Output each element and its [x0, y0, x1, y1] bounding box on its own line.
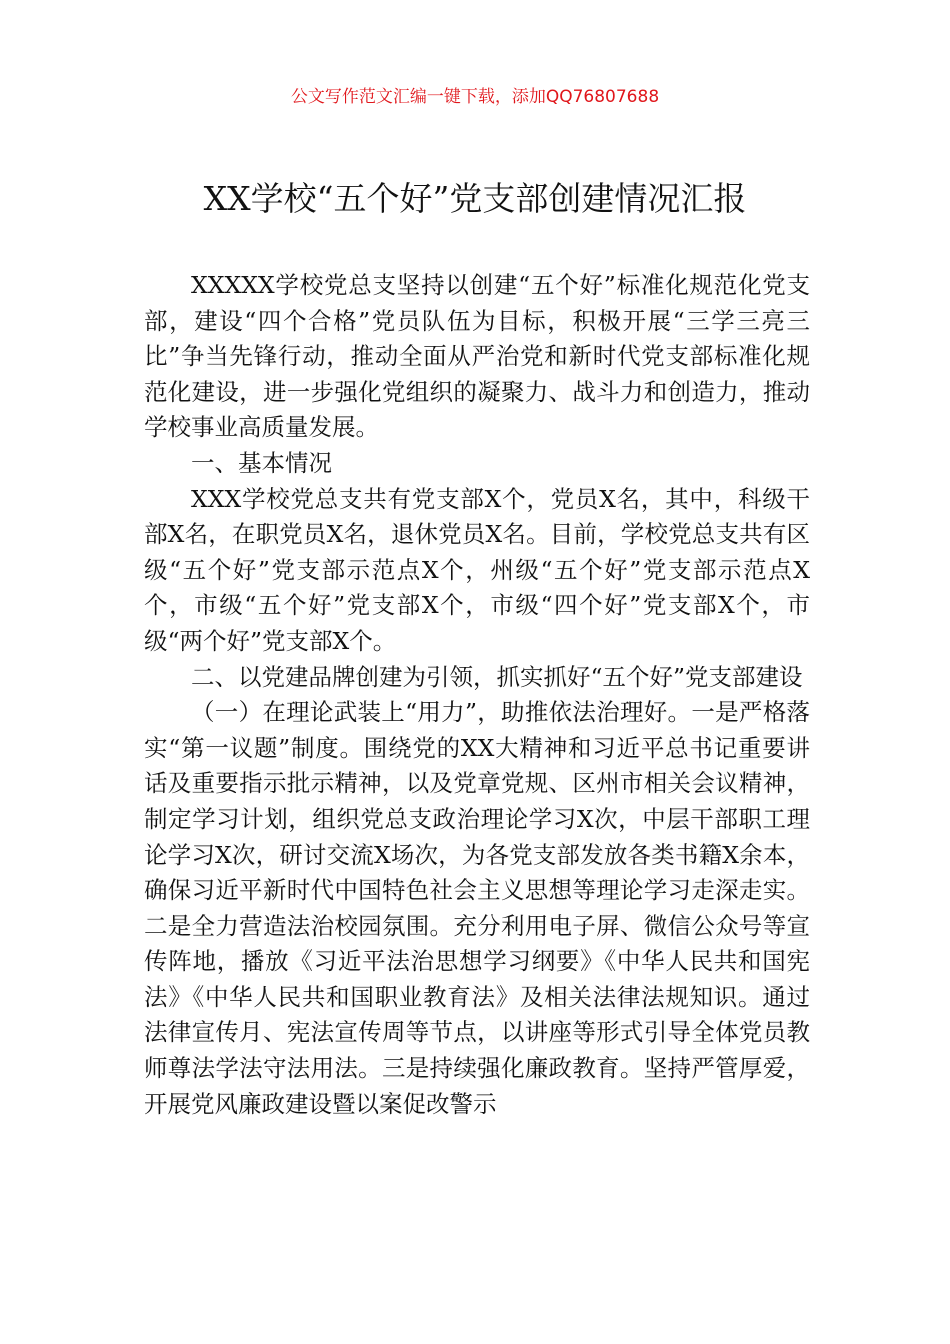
basic-situation-paragraph: XXX学校党总支共有党支部X个，党员X名，其中，科级干部X名，在职党员X名，退休党员X名。目前，学校党总支共有区级“五个好”党支部示范点X个，州级“五个好”党支部示范点X个，市级“五个好”党支部X个，市级“四个好”党支部X个，市级“两个好”党支部X个。 [144, 484, 810, 655]
download-banner: 公文写作范文汇编一键下载，添加QQ76807688 [290, 87, 660, 107]
document-body [144, 268, 810, 1122]
document-title: XX学校“五个好”党支部创建情况汇报 [203, 179, 747, 218]
section-heading-basic-situation: 一、基本情况 [191, 448, 332, 477]
section-heading-brand-building: 二、以党建品牌创建为引领，抓实抓好“五个好”党支部建设 [191, 662, 803, 691]
theory-armament-paragraph: （一）在理论武装上“用力”，助推依法治理好。一是严格落实“第一议题”制度。围绕党的XX大精神和习近平总书记重要讲话及重要指示批示精神，以及党章党规、区州市相关会议精神，制定学习计划，组织党总支政治理论学习X次，中层干部职工理论学习X次，研讨交流X场次，为各党支部发放各类书籍X余本，确保习近平新时代中国特色社会主义思想等理论学习走深走实。二是全力营造法治校园氛围。充分利用电子屏、微信公众号等宣传阵地，播放《习近平法治思想学习纲要》《中华人民共和国宪法》《中华人民共和国职业教育法》及相关法律法规知识。通过法律宣传月、宪法宣传周等节点，以讲座等形式引导全体党员教师尊法学法守法用法。三是持续强化廉政教育。坚持严管厚爱，开展党风廉政建设暨以案促改警示 [144, 698, 810, 1118]
intro-paragraph: XXXXX学校党总支坚持以创建“五个好”标准化规范化党支部，建设“四个合格”党员队伍为目标，积极开展“三学三亮三比”争当先锋行动，推动全面从严治党和新时代党支部标准化规范化建设，进一步强化党组织的凝聚力、战斗力和创造力，推动学校事业高质量发展。 [144, 271, 810, 442]
